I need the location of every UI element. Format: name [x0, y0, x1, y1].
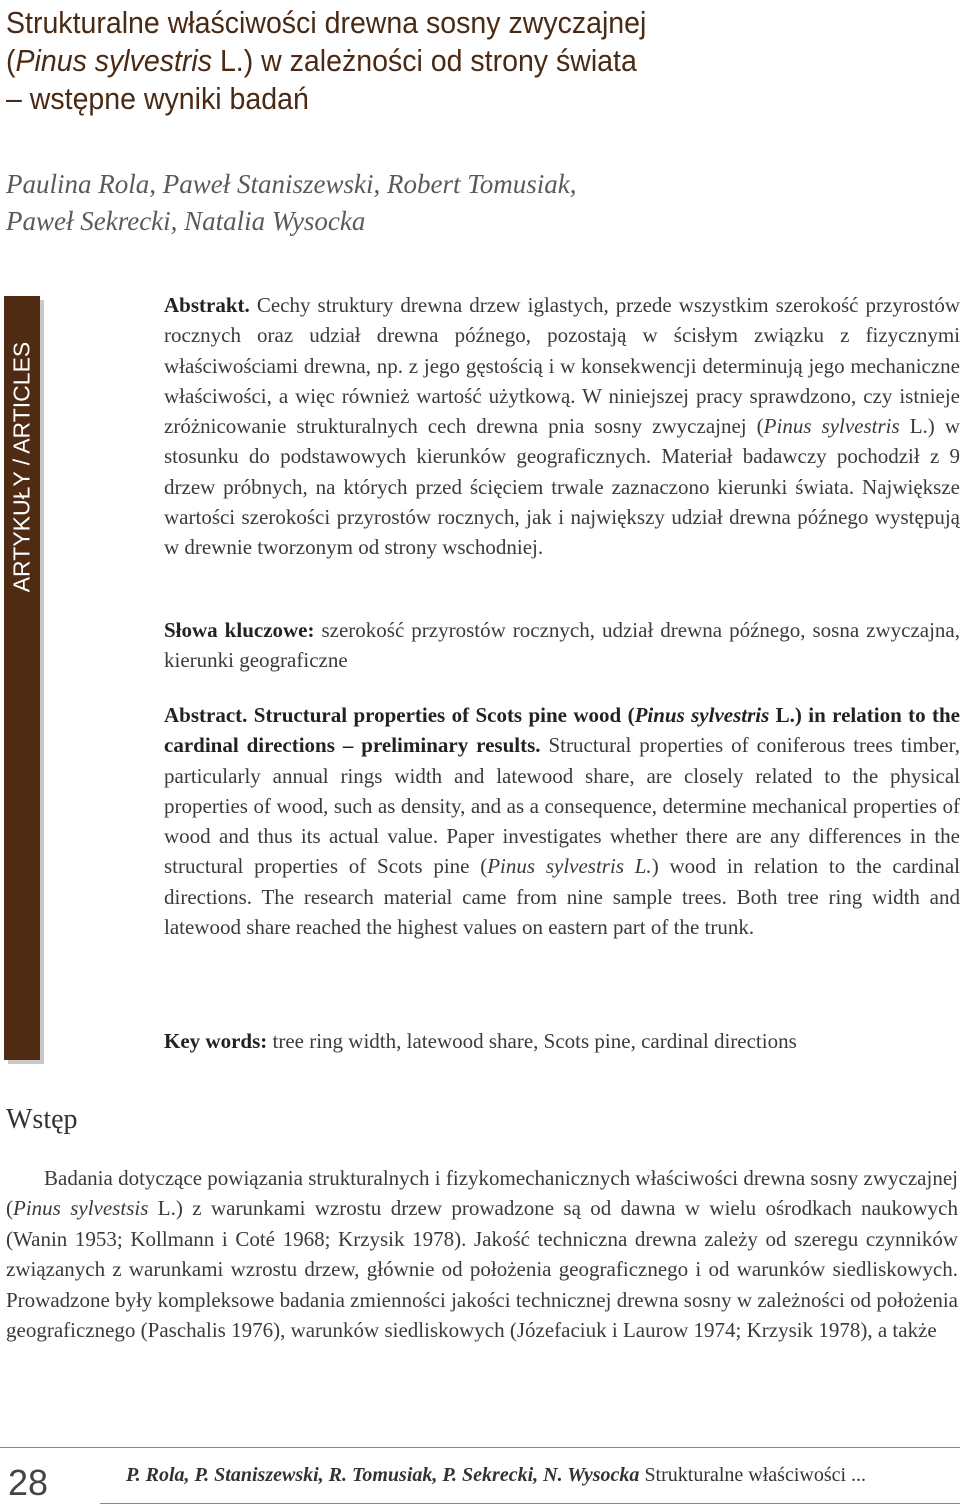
page-number: 28 — [8, 1462, 49, 1503]
footer-divider — [100, 1503, 960, 1504]
abstract-pl-text-1: Cechy struktury drewna drzew iglastych, przede wszystkim szerokość przyrostów rocznych oraz udział drewna późnego, pozostają w ścisłym związku z fizycznymi właściwościami drewna, np. z jego gęstością i w konsekwencji determinują jego mechaniczne właściwości, a więc również wartość użytkową. W niniejszej pracy sprawdzono, czy istnieje zróżnicowanie strukturalnych cech drewna pnia sosny zwyczajnej ( — [164, 293, 960, 439]
abstract-en-species: Pinus sylvestris L. — [487, 854, 652, 879]
title-line-3: – wstępne wyniki badań — [6, 81, 309, 116]
footer-title: Strukturalne właściwości ... — [639, 1464, 867, 1486]
section-label: ARTYKUŁY / ARTICLES — [8, 341, 35, 593]
paper-title — [6, 4, 834, 118]
intro-species: Pinus sylvestsis — [13, 1196, 149, 1221]
title-line-2 — [6, 42, 834, 80]
keywords-pl-label: Słowa kluczowe: — [164, 618, 315, 642]
abstract-pl — [164, 290, 960, 563]
footer-authors: P. Rola, P. Staniszewski, R. Tomusiak, P. Sekrecki, N. Wysocka — [126, 1464, 640, 1486]
intro-text-2: L.) z warunkami wzrostu drzew prowadzone są od dawna w wielu ośrodkach naukowych (Wanin 1953; Kollmann i Coté 1968; Krzysik 1978). Jakość techniczna drewna zależy od szeregu czynników związanych z warunkami wzrostu drzew, głównie od położenia geograficznego i od warunków siedliskowych. Prowadzone były kompleksowe badania zmienności jakości technicznej drewna sosny w zależności od położenia geograficznego (Paschalis 1976), warunków siedliskowych (Józefaciuk i Laurow 1974; Krzysik 1978), a także — [6, 1196, 958, 1343]
abstract-pl-species: Pinus sylvestris — [763, 414, 900, 439]
intro-text-1: Badania dotyczące powiązania strukturalnych i fizykomechanicznych właściwości drewna sosny zwyczajnej ( — [6, 1166, 958, 1221]
intro-paragraph — [6, 1163, 958, 1345]
authors-line-1: Paulina Rola, Paweł Staniszewski, Robert Tomusiak, — [6, 169, 577, 199]
abstract-en-text-2: ) wood in relation to the cardinal directions. The research material came from nine sample trees. Both tree ring width and latewood share reached the highest values on eastern part of the trunk. — [164, 854, 960, 940]
keywords-en-label: Key words: — [164, 1029, 268, 1053]
abstract-en — [164, 700, 960, 942]
abstract-en-label-start: Abstract. Structural properties of Scots pine wood ( — [164, 703, 635, 727]
keywords-pl-text: szerokość przyrostów rocznych, udział drewna późnego, sosna zwyczajna, kierunki geograficzne — [164, 618, 960, 673]
title-paren: ( — [6, 43, 16, 78]
keywords-en — [164, 1026, 960, 1056]
keywords-en-text: tree ring width, latewood share, Scots pine, cardinal directions — [267, 1029, 797, 1053]
authors-line-2: Paweł Sekrecki, Natalia Wysocka — [6, 206, 366, 236]
title-line-1: Strukturalne właściwości drewna sosny zwyczajnej — [6, 5, 647, 40]
running-footer — [126, 1464, 866, 1487]
abstract-en-label-species: Pinus sylvestris — [634, 703, 770, 727]
section-heading-intro: Wstęp — [6, 1104, 78, 1135]
title-line-2-rest: L.) w zależności od strony świata — [212, 43, 637, 78]
footer-divider-top — [0, 1447, 960, 1448]
abstract-pl-label: Abstrakt. — [164, 293, 250, 317]
abstract-en-label-end: L.) in relation to the cardinal directions – preliminary results. — [164, 703, 960, 758]
abstract-pl-text-2: L.) w stosunku do podstawowych kierunków geograficznych. Materiał badawczy pochodził z 9 drzew próbnych, na których przed ścięciem trwale zaznaczono kierunki świata. Największe wartości szerokości przyrostów rocznych, jak i największy udział drewna późnego występują w drewnie tworzonym od strony wschodniej. — [164, 414, 960, 560]
author-list — [6, 166, 906, 240]
title-species: Pinus sylvestris — [15, 43, 213, 78]
keywords-pl — [164, 615, 960, 676]
abstract-en-text-1: Structural properties of coniferous trees timber, particularly annual rings width and latewood share, are closely related to the physical properties of wood, such as density, and as a consequence, determine mechanical properties of wood and thus its actual value. Paper investigates whether there are any differences in the structural properties of Scots pine ( — [164, 733, 960, 879]
